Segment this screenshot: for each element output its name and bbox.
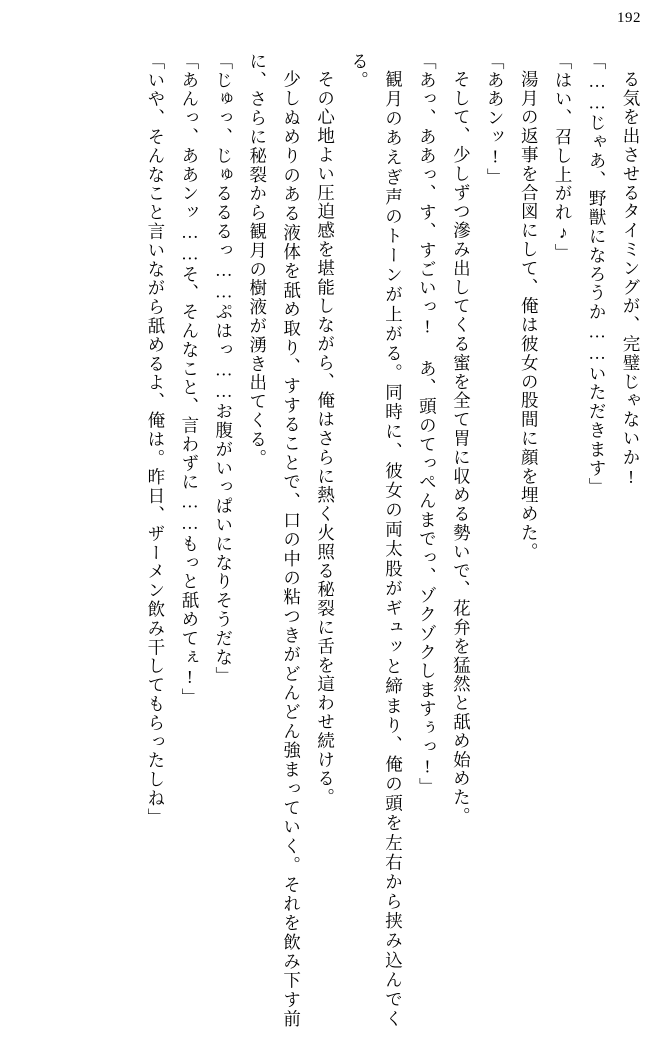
page-number: 192 [617,10,641,26]
paragraph: 「いや、そんなこと言いながら舐めるよ、俺は。昨日、ザーメン飲み干してもらったしね」 [145,52,166,827]
paragraph: 「はい、召し上がれ♪」 [553,52,574,263]
paragraph: そして、少しずつ滲み出してくる蜜を全て胃に収める勢いで、花弁を猛然と舐め始めた。 [451,69,472,826]
paragraph: 観月のあえぎ声のトーンが上がる。同時に、彼女の両太股がギュッと締まり、俺の頭を左右から挟み込んでくる。 [349,52,404,1028]
paragraph: る気を出させるタイミングが、完璧じゃないか! [621,69,641,488]
novel-body-text [22,52,647,1028]
paragraph: 湯月の返事を合図にして、俺は彼女の股間に顔を埋めた。 [519,69,540,561]
paragraph: 「あんっ、ああンッ……そ、そんなこと、言わずに……もっと舐めてぇ!」 [179,52,200,708]
paragraph: 少しぬめりのある液体を舐め取り、すすることで、口の中の粘つきがどんどん強まっていく。それを飲み下す前に、さらに秘裂から観月の樹液が湧き出てくる。 [247,52,302,1028]
paragraph: 「……じゃあ、野獣になろうか……いただきます」 [587,52,608,497]
paragraph: その心地よい圧迫感を堪能しながら、俺はさらに熱く火照る秘裂に舌を這わせ続ける。 [315,69,336,807]
paragraph: 「ああンッ!」 [485,52,506,187]
paragraph: 「あっ、ああっ、す、すごいっ! あ、頭のてっぺんまでっ、ゾクゾクしますぅっ!」 [417,52,438,797]
paragraph: 「じゅっ、じゅるるるっ……ぷはっ……お腹がいっぱいになりそうだな」 [213,52,234,686]
